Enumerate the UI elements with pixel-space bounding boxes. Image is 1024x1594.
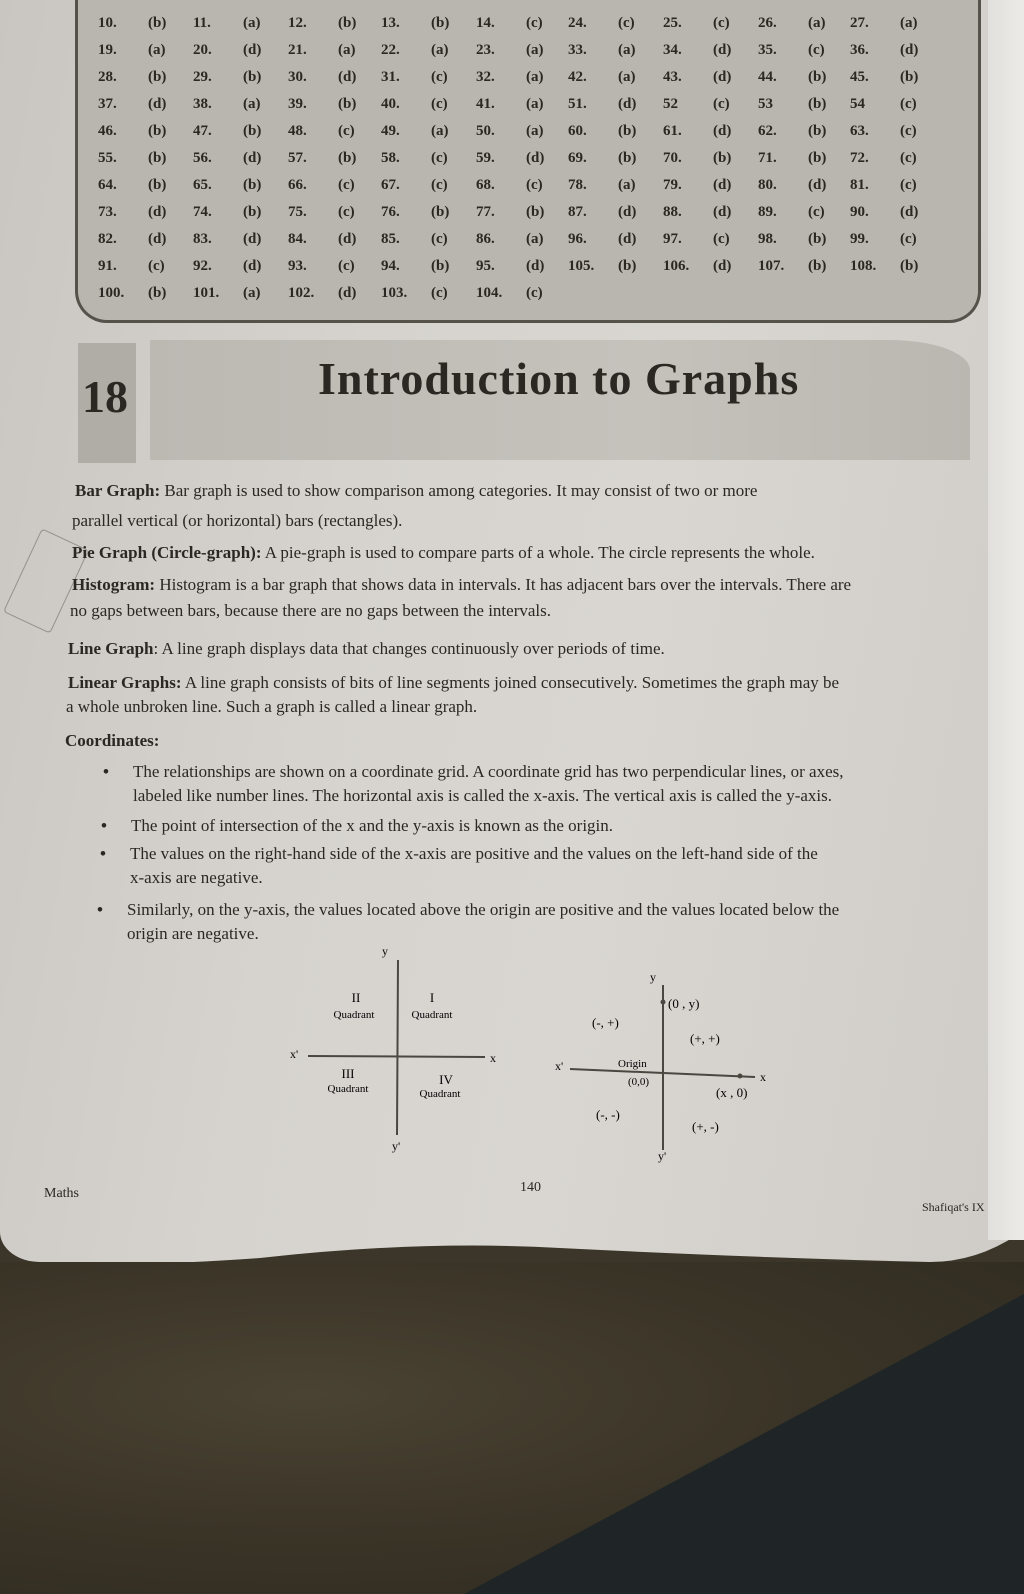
answer-option: (d) <box>713 204 732 220</box>
question-number: 39. <box>288 96 307 112</box>
answer-option: (c) <box>526 285 543 301</box>
definition-bar-graph: Bar Graph: Bar graph is used to show comparison among categories. It may consist of two or more <box>75 481 758 500</box>
question-number: 53 <box>758 96 773 112</box>
answer-option: (d) <box>900 204 919 220</box>
question-number: 37. <box>98 96 117 112</box>
answer-option: (c) <box>338 177 355 193</box>
answer-option: (c) <box>431 285 448 301</box>
answer-option: (a) <box>431 42 449 58</box>
question-number: 20. <box>193 42 212 58</box>
coordinates-bullet: • The point of intersection of the x and the y-axis is known as the origin. <box>101 816 614 835</box>
answer-option: (d) <box>713 69 732 85</box>
question-number: 31. <box>381 69 400 85</box>
answer-option: (b) <box>431 204 450 220</box>
question-number: 67. <box>381 177 400 193</box>
question-number: 40. <box>381 96 400 112</box>
answer-option: (a) <box>243 96 261 112</box>
answer-option: (b) <box>808 258 827 274</box>
answer-option: (c) <box>900 231 917 247</box>
question-number: 19. <box>98 42 117 58</box>
answer-option: (b) <box>148 150 167 166</box>
answer-option: (d) <box>243 42 262 58</box>
question-number: 88. <box>663 204 682 220</box>
answer-option: (b) <box>243 123 262 139</box>
coordinates-bullet: • Similarly, on the y-axis, the values located above the origin are positive and the values located below the <box>97 900 840 919</box>
question-number: 73. <box>98 204 117 220</box>
answer-option: (c) <box>713 96 730 112</box>
answer-key-box <box>75 0 981 323</box>
answer-option: (a) <box>148 42 166 58</box>
page-edge <box>988 0 1024 1240</box>
question-number: 99. <box>850 231 869 247</box>
question-number: 34. <box>663 42 682 58</box>
question-number: 105. <box>568 258 595 274</box>
question-number: 48. <box>288 123 307 139</box>
answer-option: (c) <box>900 123 917 139</box>
answer-option: (d) <box>713 123 732 139</box>
question-number: 58. <box>381 150 400 166</box>
question-number: 72. <box>850 150 869 166</box>
question-number: 46. <box>98 123 117 139</box>
svg-text:(0 , y): (0 , y) <box>668 996 700 1011</box>
question-number: 96. <box>568 231 587 247</box>
answer-option: (d) <box>618 204 637 220</box>
definition-line-graph: Line Graph: A line graph displays data that changes continuously over periods of time. <box>68 639 665 658</box>
answer-option: (d) <box>243 258 262 274</box>
answer-option: (b) <box>900 258 919 274</box>
question-number: 35. <box>758 42 777 58</box>
answer-option: (b) <box>431 15 450 31</box>
answer-option: (c) <box>431 231 448 247</box>
answer-option: (b) <box>713 150 732 166</box>
question-number: 98. <box>758 231 777 247</box>
answer-option: (a) <box>526 42 544 58</box>
question-number: 104. <box>476 285 503 301</box>
coordinates-bullet-cont: origin are negative. <box>127 924 259 943</box>
question-number: 30. <box>288 69 307 85</box>
answer-option: (d) <box>808 177 827 193</box>
answer-option: (c) <box>900 150 917 166</box>
question-number: 21. <box>288 42 307 58</box>
answer-option: (c) <box>526 15 543 31</box>
answer-option: (c) <box>526 177 543 193</box>
question-number: 61. <box>663 123 682 139</box>
question-number: 29. <box>193 69 212 85</box>
answer-option: (a) <box>618 42 636 58</box>
answer-option: (c) <box>618 15 635 31</box>
question-number: 76. <box>381 204 400 220</box>
answer-option: (d) <box>618 231 637 247</box>
question-number: 87. <box>568 204 587 220</box>
question-number: 38. <box>193 96 212 112</box>
answer-option: (b) <box>808 123 827 139</box>
footer-subject: Maths <box>44 1186 79 1201</box>
page-number: 140 <box>520 1180 541 1195</box>
question-number: 42. <box>568 69 587 85</box>
chapter-number: 18 <box>82 371 128 422</box>
svg-text:I: I <box>429 990 435 1005</box>
svg-text:(+, +): (+, +) <box>690 1031 720 1046</box>
question-number: 27. <box>850 15 869 31</box>
answer-option: (d) <box>900 42 919 58</box>
question-number: 45. <box>850 69 869 85</box>
svg-text:(+, -): (+, -) <box>692 1119 719 1134</box>
answer-option: (b) <box>808 231 827 247</box>
carpet <box>464 1294 1024 1594</box>
question-number: 68. <box>476 177 495 193</box>
answer-option: (a) <box>526 123 544 139</box>
answer-option: (b) <box>900 69 919 85</box>
answer-option: (a) <box>243 15 261 31</box>
answer-option: (a) <box>338 42 356 58</box>
answer-option: (c) <box>900 177 917 193</box>
definition-histogram-cont: no gaps between bars, because there are no gaps between the intervals. <box>70 601 551 620</box>
question-number: 94. <box>381 258 400 274</box>
coordinates-bullet: • The values on the right-hand side of the x-axis are positive and the values on the left-hand side of the <box>100 844 818 863</box>
answer-option: (b) <box>338 96 357 112</box>
answer-option: (c) <box>338 204 355 220</box>
answer-option: (a) <box>618 69 636 85</box>
x-neg-label: x' <box>290 1047 299 1061</box>
svg-text:Quadrant: Quadrant <box>327 1083 369 1095</box>
answer-option: (b) <box>431 258 450 274</box>
question-number: 22. <box>381 42 400 58</box>
svg-text:y: y <box>650 970 656 984</box>
question-number: 74. <box>193 204 212 220</box>
svg-text:(-, -): (-, -) <box>596 1107 620 1122</box>
answer-option: (a) <box>618 177 636 193</box>
answer-option: (b) <box>148 15 167 31</box>
coordinates-bullet: • The relationships are shown on a coordinate grid. A coordinate grid has two perpendicular lines, or axes, <box>103 762 844 781</box>
question-number: 56. <box>193 150 212 166</box>
svg-text:x': x' <box>555 1059 564 1073</box>
answer-option: (b) <box>808 69 827 85</box>
question-number: 24. <box>568 15 587 31</box>
coordinates-bullet-cont: x-axis are negative. <box>130 868 263 887</box>
question-number: 36. <box>850 42 869 58</box>
answer-option: (c) <box>431 150 448 166</box>
question-number: 81. <box>850 177 869 193</box>
question-number: 28. <box>98 69 117 85</box>
answer-option: (b) <box>338 150 357 166</box>
definition-linear-graphs: Linear Graphs: A line graph consists of bits of line segments joined consecutively. Sometimes the graph may be <box>68 673 840 692</box>
question-number: 77. <box>476 204 495 220</box>
answer-option: (b) <box>618 123 637 139</box>
answer-option: (d) <box>338 285 357 301</box>
question-number: 89. <box>758 204 777 220</box>
question-number: 84. <box>288 231 307 247</box>
answer-option: (b) <box>243 177 262 193</box>
answer-option: (d) <box>243 231 262 247</box>
definition-linear-graphs-cont: a whole unbroken line. Such a graph is called a linear graph. <box>66 697 478 716</box>
answer-option: (d) <box>713 42 732 58</box>
y-neg-label: y' <box>392 1139 401 1153</box>
question-number: 100. <box>98 285 125 301</box>
question-number: 13. <box>381 15 400 31</box>
question-number: 50. <box>476 123 495 139</box>
question-number: 107. <box>758 258 785 274</box>
question-number: 52 <box>663 96 678 112</box>
answer-option: (b) <box>148 177 167 193</box>
answer-option: (c) <box>900 96 917 112</box>
answer-option: (a) <box>526 69 544 85</box>
question-number: 57. <box>288 150 307 166</box>
table-surface <box>0 1262 1024 1594</box>
question-number: 97. <box>663 231 682 247</box>
answer-option: (a) <box>526 96 544 112</box>
question-number: 66. <box>288 177 307 193</box>
definition-bar-graph-cont: parallel vertical (or horizontal) bars (rectangles). <box>72 511 403 530</box>
footer-publisher: Shafiqat's IX <box>922 1200 985 1214</box>
coordinates-bullet-cont: labeled like number lines. The horizontal axis is called the x-axis. The vertical axis is called the y-axis. <box>133 786 832 805</box>
question-number: 26. <box>758 15 777 31</box>
question-number: 33. <box>568 42 587 58</box>
answer-option: (d) <box>618 96 637 112</box>
svg-text:x: x <box>760 1070 766 1084</box>
answer-option: (a) <box>808 15 826 31</box>
svg-text:(x , 0): (x , 0) <box>716 1085 748 1100</box>
question-number: 59. <box>476 150 495 166</box>
svg-text:III: III <box>341 1066 355 1081</box>
question-number: 43. <box>663 69 682 85</box>
question-number: 103. <box>381 285 408 301</box>
answer-option: (d) <box>148 96 167 112</box>
svg-text:Quadrant: Quadrant <box>419 1088 461 1100</box>
answer-option: (b) <box>243 69 262 85</box>
question-number: 47. <box>193 123 212 139</box>
answer-option: (d) <box>148 231 167 247</box>
sign-diagram <box>540 945 780 1163</box>
question-number: 70. <box>663 150 682 166</box>
answer-option: (a) <box>900 15 918 31</box>
answer-option: (d) <box>338 69 357 85</box>
question-number: 93. <box>288 258 307 274</box>
question-number: 91. <box>98 258 117 274</box>
question-number: 106. <box>663 258 690 274</box>
definition-histogram: Histogram: Histogram is a bar graph that shows data in intervals. It has adjacent bars over the intervals. There are <box>72 575 852 594</box>
question-number: 54 <box>850 96 865 112</box>
answer-option: (b) <box>618 258 637 274</box>
coordinates-heading: Coordinates: <box>65 731 160 750</box>
answer-option: (b) <box>618 150 637 166</box>
question-number: 86. <box>476 231 495 247</box>
question-number: 23. <box>476 42 495 58</box>
question-number: 62. <box>758 123 777 139</box>
x-axis-label: x <box>490 1051 496 1065</box>
svg-text:(-, +): (-, +) <box>592 1015 619 1030</box>
question-number: 71. <box>758 150 777 166</box>
answer-option: (c) <box>431 96 448 112</box>
answer-option: (d) <box>713 177 732 193</box>
definition-pie-graph: Pie Graph (Circle-graph): A pie-graph is used to compare parts of a whole. The circle represents the whole. <box>72 543 815 562</box>
question-number: 85. <box>381 231 400 247</box>
question-number: 92. <box>193 258 212 274</box>
answer-option: (d) <box>526 258 545 274</box>
question-number: 32. <box>476 69 495 85</box>
answer-option: (c) <box>808 42 825 58</box>
question-number: 78. <box>568 177 587 193</box>
question-number: 51. <box>568 96 587 112</box>
chapter-title: Introduction to Graphs <box>318 353 800 404</box>
question-number: 90. <box>850 204 869 220</box>
question-number: 25. <box>663 15 682 31</box>
question-number: 79. <box>663 177 682 193</box>
answer-option: (d) <box>338 231 357 247</box>
question-number: 75. <box>288 204 307 220</box>
answer-option: (c) <box>148 258 165 274</box>
question-number: 63. <box>850 123 869 139</box>
svg-text:y': y' <box>658 1149 667 1163</box>
answer-option: (c) <box>431 69 448 85</box>
question-number: 69. <box>568 150 587 166</box>
svg-text:II: II <box>351 990 361 1005</box>
question-number: 11. <box>193 15 211 31</box>
answer-option: (b) <box>808 150 827 166</box>
y-axis-label: y <box>382 944 388 958</box>
question-number: 80. <box>758 177 777 193</box>
question-number: 10. <box>98 15 117 31</box>
question-number: 14. <box>476 15 495 31</box>
question-number: 102. <box>288 285 315 301</box>
question-number: 44. <box>758 69 777 85</box>
answer-option: (d) <box>713 258 732 274</box>
answer-option: (b) <box>243 204 262 220</box>
svg-text:Quadrant: Quadrant <box>333 1009 375 1021</box>
quadrant-diagram <box>280 940 510 1153</box>
answer-option: (b) <box>148 69 167 85</box>
question-number: 65. <box>193 177 212 193</box>
svg-text:IV: IV <box>439 1072 453 1087</box>
answer-option: (d) <box>526 150 545 166</box>
answer-option: (b) <box>808 96 827 112</box>
svg-text:(0,0): (0,0) <box>628 1076 650 1088</box>
svg-text:Quadrant: Quadrant <box>411 1009 453 1021</box>
question-number: 60. <box>568 123 587 139</box>
answer-option: (c) <box>338 258 355 274</box>
answer-option: (c) <box>713 15 730 31</box>
answer-option: (a) <box>431 123 449 139</box>
question-number: 101. <box>193 285 220 301</box>
question-number: 108. <box>850 258 877 274</box>
question-number: 95. <box>476 258 495 274</box>
question-number: 49. <box>381 123 400 139</box>
answer-option: (c) <box>338 123 355 139</box>
answer-option: (a) <box>526 231 544 247</box>
answer-option: (b) <box>526 204 545 220</box>
question-number: 55. <box>98 150 117 166</box>
answer-option: (b) <box>148 123 167 139</box>
answer-option: (b) <box>148 285 167 301</box>
question-number: 83. <box>193 231 212 247</box>
question-number: 41. <box>476 96 495 112</box>
answer-option: (a) <box>243 285 261 301</box>
question-number: 12. <box>288 15 307 31</box>
question-number: 64. <box>98 177 117 193</box>
answer-option: (d) <box>148 204 167 220</box>
svg-text:Origin: Origin <box>618 1058 647 1070</box>
answer-option: (b) <box>338 15 357 31</box>
answer-option: (d) <box>243 150 262 166</box>
answer-option: (c) <box>713 231 730 247</box>
question-number: 82. <box>98 231 117 247</box>
answer-option: (c) <box>808 204 825 220</box>
answer-option: (c) <box>431 177 448 193</box>
